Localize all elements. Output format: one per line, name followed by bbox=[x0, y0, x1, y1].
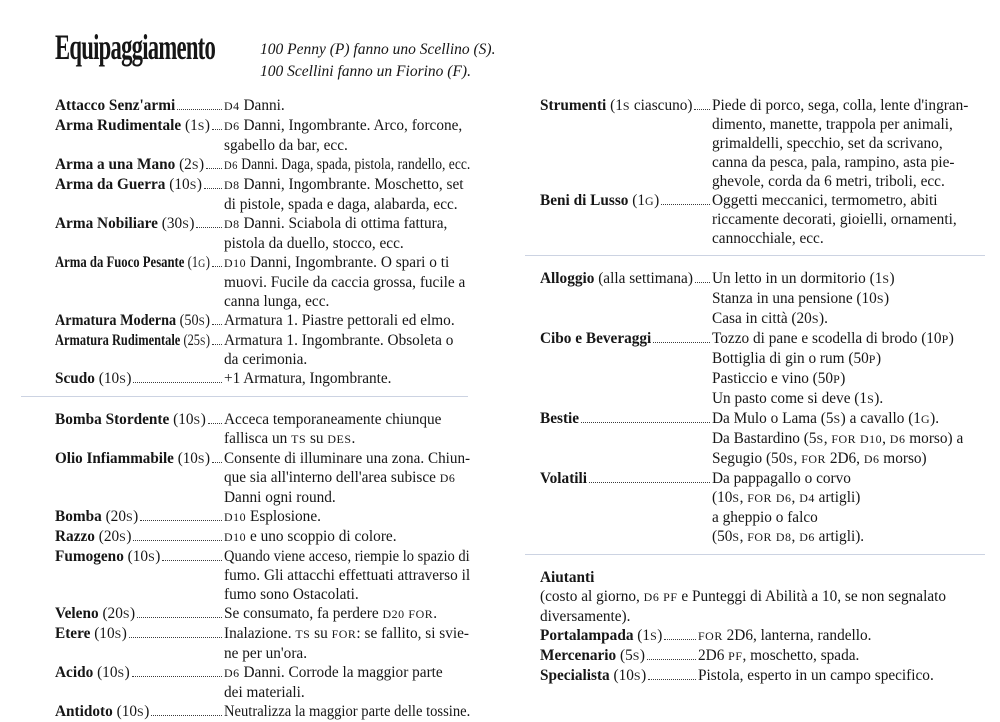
equipment-entry bbox=[55, 116, 470, 155]
entry-term: Veleno bbox=[55, 605, 99, 622]
dotted-leader bbox=[647, 659, 696, 660]
equipment-entry bbox=[55, 369, 470, 389]
entry-description-line: ghevole, corda da 6 metri, triboli, ecc. bbox=[712, 173, 945, 190]
entry-price: (50S) bbox=[176, 312, 210, 329]
entry-term: Arma da Fuoco Pesante bbox=[55, 254, 185, 271]
entry-price: (20S) bbox=[94, 528, 132, 545]
entry-term-group bbox=[540, 666, 646, 686]
entry-description-line: (50S, FOR D8, D6 artigli). bbox=[712, 528, 865, 545]
entry-term-group bbox=[55, 369, 131, 389]
entry-description-line: Armatura 1. Ingombrante. Obsoleta o bbox=[224, 332, 454, 349]
entry-term-group bbox=[55, 663, 130, 683]
equipment-column-right bbox=[540, 96, 988, 686]
entry-term-group bbox=[540, 626, 662, 646]
entry-term-group bbox=[55, 507, 138, 527]
entry-description-line: Neutralizza la maggior parte delle tossine. bbox=[224, 703, 471, 720]
entry-description-line: Un pasto come si deve (1S). bbox=[712, 390, 884, 407]
entry-term-cell bbox=[55, 527, 224, 547]
entry-term-cell bbox=[55, 604, 224, 624]
entry-term-cell bbox=[540, 329, 712, 348]
entry-description bbox=[698, 626, 988, 646]
entry-term-cell bbox=[55, 449, 224, 469]
entry-term-group bbox=[55, 96, 175, 115]
entry-term: Arma a una Mano bbox=[55, 156, 176, 173]
dotted-leader bbox=[661, 204, 710, 205]
entry-description-line: Tozzo di pane e scodella di brodo (10P) bbox=[712, 330, 954, 347]
entry-term-cell bbox=[55, 155, 224, 175]
entry-description bbox=[712, 329, 988, 409]
entry-description-line: di pistole, spada e daga, alabarda, ecc. bbox=[224, 196, 458, 213]
entry-description-line: grimaldelli, specchio, set da scrivano, bbox=[712, 135, 943, 152]
entry-term-group bbox=[540, 96, 692, 116]
entry-term-group bbox=[55, 410, 206, 430]
entry-description-line: fumo. Gli attacchi effettuati attraverso il bbox=[224, 567, 471, 584]
entry-description bbox=[224, 604, 470, 624]
entry-price: (10S) bbox=[112, 703, 150, 720]
equipment-entry bbox=[540, 469, 988, 547]
entry-price: (10S) bbox=[94, 370, 132, 387]
equipment-entry bbox=[55, 96, 470, 116]
dotted-leader bbox=[212, 324, 222, 325]
entry-term-cell bbox=[55, 116, 224, 136]
entry-term-cell bbox=[55, 311, 224, 331]
entry-term: Razzo bbox=[55, 528, 95, 545]
entry-term-group bbox=[540, 409, 579, 428]
entry-description bbox=[698, 666, 988, 685]
entry-description-line: Armatura 1. Piastre pettorali ed elmo. bbox=[224, 312, 455, 329]
dotted-leader bbox=[212, 266, 222, 267]
helpers-heading: Aiutanti bbox=[540, 569, 595, 586]
entry-price: (20S) bbox=[101, 508, 139, 525]
entry-price: (10S) bbox=[165, 176, 202, 193]
entry-price: (1S) bbox=[181, 117, 210, 134]
dotted-leader bbox=[129, 637, 222, 638]
helpers-note-line: diversamente). bbox=[540, 608, 631, 625]
equipment-entry bbox=[55, 253, 470, 311]
section-divider bbox=[525, 255, 985, 256]
entry-term-group bbox=[55, 331, 210, 351]
entry-price: (alla settimana) bbox=[594, 270, 693, 287]
entry-description-line: Pistola, esperto in un campo specifico. bbox=[698, 667, 934, 684]
entry-term-cell bbox=[55, 507, 224, 527]
dotted-leader bbox=[212, 344, 222, 345]
entry-description-line: canna lunga, ecc. bbox=[224, 293, 330, 310]
entry-term-group bbox=[55, 116, 210, 136]
entry-description-line: Da Mulo o Lama (5S) a cavallo (1G). bbox=[712, 410, 940, 427]
entry-price: (10S) bbox=[90, 625, 127, 642]
entry-description bbox=[224, 253, 470, 311]
entry-term-group bbox=[55, 253, 210, 273]
entry-term: Scudo bbox=[55, 370, 95, 387]
equipment-entry bbox=[55, 449, 470, 507]
entry-price: (30S) bbox=[157, 215, 195, 232]
entry-term-cell bbox=[540, 626, 698, 646]
entry-term-group bbox=[55, 449, 208, 469]
entry-description-line: Piede di porco, sega, colla, lente d'ingran- bbox=[712, 97, 969, 114]
entry-description-line: D6 Danni. Corrode la maggior parte bbox=[224, 664, 443, 681]
dotted-leader bbox=[212, 462, 222, 463]
entry-price: (10S) bbox=[93, 664, 130, 681]
dotted-leader bbox=[133, 540, 222, 541]
entry-description-line: D4 Danni. bbox=[224, 97, 285, 114]
equipment-entry bbox=[540, 626, 988, 646]
entry-term-cell bbox=[540, 409, 712, 428]
entry-term-cell bbox=[55, 175, 224, 195]
dotted-leader bbox=[694, 109, 710, 110]
entry-term-cell bbox=[55, 410, 224, 430]
equipment-entry bbox=[55, 331, 470, 369]
entry-term-cell bbox=[540, 646, 698, 666]
entry-price: (2S) bbox=[175, 156, 205, 173]
entry-term: Arma Nobiliare bbox=[55, 215, 158, 232]
entry-description-line: +1 Armatura, Ingombrante. bbox=[224, 370, 392, 387]
entry-term: Portalampada bbox=[540, 627, 634, 644]
entry-description-line: a gheppio o falco bbox=[712, 509, 818, 526]
entry-description-line: ne per un'ora. bbox=[224, 645, 308, 662]
entry-price: (1G) bbox=[628, 192, 660, 209]
entry-term-cell bbox=[55, 253, 224, 273]
entry-description bbox=[224, 96, 470, 116]
dotted-leader bbox=[589, 482, 710, 483]
entry-description bbox=[224, 369, 470, 388]
entry-term: Specialista bbox=[540, 667, 610, 684]
entry-term-group bbox=[540, 469, 587, 488]
entry-description-line: pistola da duello, stocco, ecc. bbox=[224, 235, 404, 252]
dotted-leader bbox=[212, 129, 222, 130]
entry-term-cell bbox=[55, 547, 224, 567]
dotted-leader bbox=[151, 715, 222, 716]
entry-term-cell bbox=[540, 269, 712, 288]
section-entries bbox=[55, 96, 470, 389]
entry-description bbox=[712, 269, 988, 329]
entry-description-line: fallisca un TS su DES. bbox=[224, 430, 356, 447]
entry-description bbox=[224, 155, 470, 175]
entry-price: (1S) bbox=[633, 627, 663, 644]
entry-term-cell bbox=[540, 96, 712, 116]
equipment-entry bbox=[540, 96, 988, 191]
section-entries bbox=[540, 269, 988, 547]
entry-description-line: Consente di illuminare una zona. Chiun- bbox=[224, 450, 471, 467]
entry-description-line: Segugio (50S, FOR 2D6, D6 morso) bbox=[712, 450, 927, 467]
entry-description bbox=[712, 191, 988, 248]
currency-note-line: 100 Penny (P) fanno uno Scellino (S). bbox=[260, 41, 496, 58]
entry-description-line: Quando viene acceso, riempie lo spazio di bbox=[224, 548, 470, 565]
entry-term: Bomba Stordente bbox=[55, 411, 170, 428]
entry-term-group bbox=[55, 527, 131, 547]
entry-description-line: D8 Danni. Sciabola di ottima fattura, bbox=[224, 215, 448, 232]
entry-description-line: D10 Danni, Ingombrante. O spari o ti bbox=[224, 254, 450, 271]
dotted-leader bbox=[695, 282, 710, 283]
entry-description bbox=[712, 96, 988, 191]
section-divider bbox=[525, 554, 985, 555]
entry-term: Volatili bbox=[540, 470, 588, 487]
equipment-entry bbox=[55, 507, 470, 527]
section-divider bbox=[21, 396, 468, 397]
entry-term-group bbox=[540, 269, 693, 288]
entry-description-line: D10 Esplosione. bbox=[224, 508, 321, 525]
entry-term-group bbox=[540, 191, 659, 211]
page-title: Equipaggiamento bbox=[55, 27, 216, 67]
entry-description bbox=[224, 702, 470, 721]
entry-description-line: canna da pesca, pala, rampino, asta pie- bbox=[712, 154, 955, 171]
entry-description-line: Pasticcio e vino (50P) bbox=[712, 370, 846, 387]
entry-term-cell bbox=[55, 624, 224, 644]
entry-price: (1G) bbox=[184, 254, 210, 271]
section-entries bbox=[55, 410, 470, 722]
equipment-entry bbox=[55, 547, 470, 604]
entry-description bbox=[224, 547, 470, 604]
entry-term-group bbox=[55, 155, 204, 175]
dotted-leader bbox=[581, 422, 710, 423]
entry-description-line: Oggetti meccanici, termometro, abiti bbox=[712, 192, 938, 209]
entry-term-group bbox=[55, 547, 160, 567]
entry-description-line: D10 e uno scoppio di colore. bbox=[224, 528, 397, 545]
equipment-entry bbox=[55, 604, 470, 624]
entry-description-line: cannocchiale, ecc. bbox=[712, 230, 824, 247]
entry-term-group bbox=[55, 175, 202, 195]
entry-term-cell bbox=[55, 331, 224, 351]
dotted-leader bbox=[648, 679, 696, 680]
entry-term: Antidoto bbox=[55, 703, 113, 720]
dotted-leader bbox=[208, 423, 222, 424]
equipment-entry bbox=[55, 155, 470, 175]
entry-term: Mercenario bbox=[540, 647, 617, 664]
equipment-entry bbox=[540, 646, 988, 666]
entry-description-line: Un letto in un dormitorio (1S) bbox=[712, 270, 895, 287]
entry-term-group bbox=[540, 646, 645, 666]
entry-term: Cibo e Beveraggi bbox=[540, 330, 652, 347]
dotted-leader bbox=[137, 617, 222, 618]
entry-term-group bbox=[55, 311, 210, 331]
entry-description bbox=[224, 507, 470, 527]
entry-description bbox=[224, 331, 470, 369]
currency-note-line: 100 Scellini fanno un Fiorino (F). bbox=[260, 62, 471, 80]
entry-description-line: FOR 2D6, lanterna, randello. bbox=[698, 627, 872, 644]
entry-description-line: Danni ogni round. bbox=[224, 489, 336, 506]
entry-price: (10S) bbox=[173, 450, 210, 467]
equipment-entry bbox=[55, 410, 470, 449]
entry-description-line: 2D6 PF, moschetto, spada. bbox=[698, 647, 860, 664]
entry-term-cell bbox=[55, 96, 224, 115]
entry-term: Acido bbox=[55, 664, 94, 681]
equipment-entry bbox=[540, 191, 988, 248]
entry-term: Armatura Moderna bbox=[55, 312, 177, 329]
dotted-leader bbox=[162, 560, 222, 561]
dotted-leader bbox=[664, 639, 696, 640]
entry-description-line: D8 Danni, Ingombrante. Moschetto, set bbox=[224, 176, 464, 193]
entry-term: Etere bbox=[55, 625, 91, 642]
equipment-entry bbox=[55, 663, 470, 702]
entry-term-group bbox=[540, 329, 651, 348]
entry-term: Alloggio bbox=[540, 270, 595, 287]
entry-description-line: da cerimonia. bbox=[224, 351, 308, 368]
entry-term-cell bbox=[540, 191, 712, 211]
section-entries bbox=[540, 96, 988, 248]
entry-term-cell bbox=[55, 702, 224, 722]
entry-description-line: D6 Danni, Ingombrante. Arco, forcone, bbox=[224, 117, 463, 134]
entry-price: (25S) bbox=[180, 332, 210, 349]
entry-description bbox=[224, 624, 470, 663]
entry-price: (20S) bbox=[98, 605, 136, 622]
equipment-entry bbox=[540, 329, 988, 409]
entry-term: Bomba bbox=[55, 508, 102, 525]
entry-description bbox=[224, 311, 470, 330]
entry-description-line: Stanza in una pensione (10S) bbox=[712, 290, 890, 307]
entry-term: Arma Rudimentale bbox=[55, 117, 182, 134]
entry-price: (5S) bbox=[616, 647, 646, 664]
entry-term-group bbox=[55, 604, 135, 624]
entry-description bbox=[224, 410, 470, 449]
dotted-leader bbox=[177, 109, 222, 110]
entry-description-line: Da Bastardino (5S, FOR D10, D6 morso) a bbox=[712, 430, 964, 447]
helpers-note-line: (costo al giorno, D6 PF e Punteggi di Abilità a 10, se non segnalato bbox=[540, 588, 947, 605]
entry-description-line: Se consumato, fa perdere D20 FOR. bbox=[224, 605, 438, 622]
dotted-leader bbox=[206, 168, 222, 169]
dotted-leader bbox=[653, 342, 710, 343]
entry-description bbox=[224, 449, 470, 507]
entry-description-line: Bottiglia di gin o rum (50P) bbox=[712, 350, 882, 367]
equipment-entry bbox=[55, 311, 470, 331]
entry-term-cell bbox=[55, 369, 224, 389]
entry-description-line: que sia all'interno dell'area subisce D6 bbox=[224, 469, 456, 486]
entry-term: Fumogeno bbox=[55, 548, 124, 565]
entry-term: Bestie bbox=[540, 410, 580, 427]
currency-note bbox=[260, 39, 495, 82]
dotted-leader bbox=[204, 188, 222, 189]
entry-description-line: dimento, manette, trappola per animali, bbox=[712, 116, 953, 133]
equipment-entry bbox=[55, 702, 470, 722]
entry-description-line: Casa in città (20S). bbox=[712, 310, 828, 327]
entry-description bbox=[224, 214, 470, 253]
entry-description-line: Inalazione. TS su FOR: se fallito, si svie- bbox=[224, 625, 470, 642]
entry-price: (10S) bbox=[609, 667, 647, 684]
entry-term: Olio Infiammabile bbox=[55, 450, 174, 467]
equipment-entry bbox=[540, 666, 988, 686]
dotted-leader bbox=[132, 676, 222, 677]
equipment-entry bbox=[55, 624, 470, 663]
entry-term: Armatura Rudimentale bbox=[55, 332, 181, 349]
equipment-column-left bbox=[55, 96, 470, 722]
entry-description bbox=[224, 175, 470, 214]
entry-term-cell bbox=[55, 214, 224, 234]
entry-term-cell bbox=[540, 666, 698, 686]
entry-term: Attacco Senz'armi bbox=[55, 97, 176, 114]
entry-description bbox=[224, 663, 470, 702]
entry-term: Strumenti bbox=[540, 97, 607, 114]
entry-term-group bbox=[55, 214, 194, 234]
entry-description-line: fumo sono Ostacolati. bbox=[224, 586, 359, 603]
entry-description bbox=[712, 409, 988, 469]
entry-description-line: muovi. Fucile da caccia grossa, fucile a bbox=[224, 274, 466, 291]
entry-price: (1S ciascuno) bbox=[606, 97, 693, 114]
entry-term-group bbox=[55, 702, 149, 722]
entry-term-group bbox=[55, 624, 127, 644]
entry-description bbox=[698, 646, 988, 666]
entry-description bbox=[224, 116, 470, 155]
equipment-entry bbox=[540, 409, 988, 469]
equipment-entry bbox=[55, 527, 470, 547]
entry-description-line: sgabello da bar, ecc. bbox=[224, 137, 348, 154]
section-helpers bbox=[540, 568, 988, 686]
dotted-leader bbox=[196, 227, 222, 228]
entry-term: Arma da Guerra bbox=[55, 176, 166, 193]
entry-description bbox=[224, 527, 470, 547]
entry-description-line: riccamente decorati, gioielli, ornamenti, bbox=[712, 211, 957, 228]
entry-price: (10S) bbox=[169, 411, 206, 428]
equipment-entry bbox=[55, 214, 470, 253]
entry-description-line: D6 Danni. Daga, spada, pistola, randello, ecc. bbox=[224, 156, 471, 173]
entry-term: Beni di Lusso bbox=[540, 192, 629, 209]
entry-description-line: Acceca temporaneamente chiunque bbox=[224, 411, 442, 428]
entry-description-line: (10S, FOR D6, D4 artigli) bbox=[712, 489, 861, 506]
entry-description-line: dei materiali. bbox=[224, 684, 305, 701]
dotted-leader bbox=[140, 520, 222, 521]
equipment-entry bbox=[540, 269, 988, 329]
entry-price: (10S) bbox=[123, 548, 161, 565]
entry-term-cell bbox=[55, 663, 224, 683]
entry-description-line: Da pappagallo o corvo bbox=[712, 470, 851, 487]
entry-term-cell bbox=[540, 469, 712, 488]
entry-description bbox=[712, 469, 988, 547]
dotted-leader bbox=[133, 382, 222, 383]
equipment-entry bbox=[55, 175, 470, 214]
